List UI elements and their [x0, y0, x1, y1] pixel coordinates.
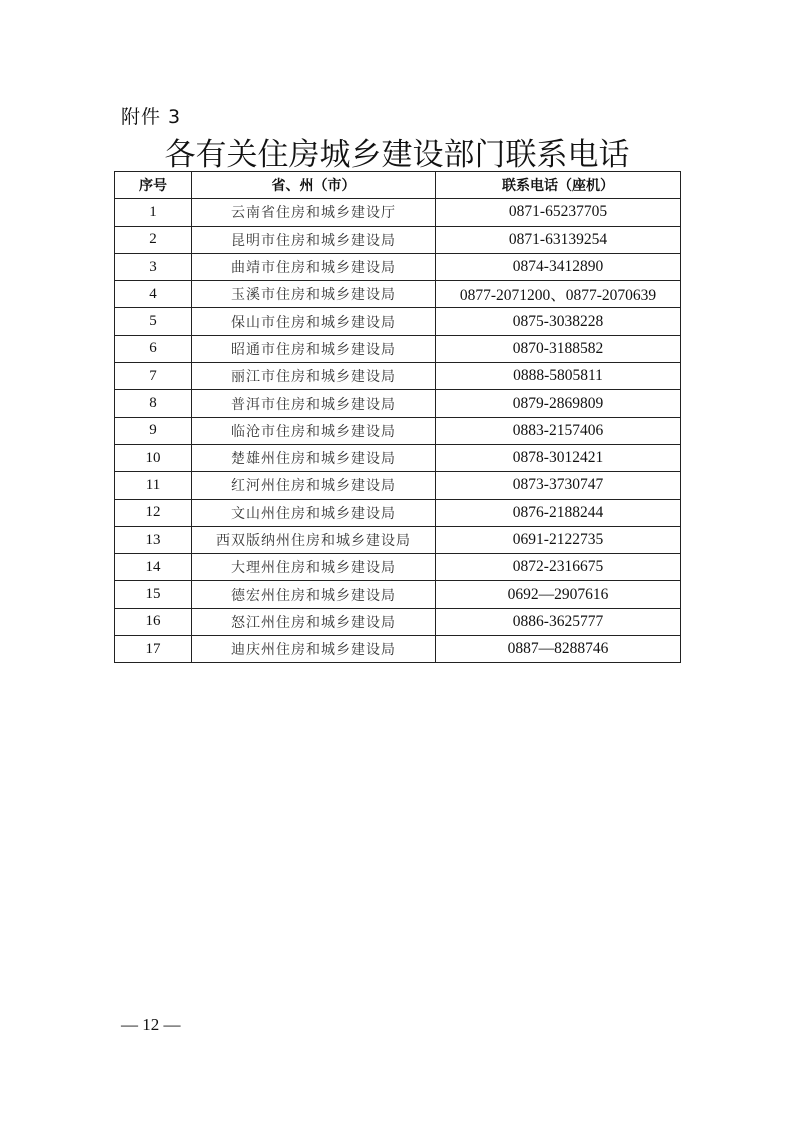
column-header-no: 序号 — [115, 172, 192, 199]
row-number-cell: 17 — [115, 636, 192, 663]
department-cell: 迪庆州住房和城乡建设局 — [192, 636, 436, 663]
department-cell: 怒江州住房和城乡建设局 — [192, 608, 436, 635]
table-row — [115, 253, 681, 280]
phone-cell: 0877-2071200、0877-2070639 — [436, 281, 681, 308]
row-number-cell: 2 — [115, 226, 192, 253]
column-header-phone: 联系电话（座机） — [436, 172, 681, 199]
department-cell: 西双版纳州住房和城乡建设局 — [192, 526, 436, 553]
department-cell: 曲靖市住房和城乡建设局 — [192, 253, 436, 280]
row-number-cell: 13 — [115, 526, 192, 553]
phone-cell: 0887—8288746 — [436, 636, 681, 663]
table-row — [115, 581, 681, 608]
table-body — [115, 199, 681, 663]
department-cell: 普洱市住房和城乡建设局 — [192, 390, 436, 417]
department-cell: 昭通市住房和城乡建设局 — [192, 335, 436, 362]
phone-cell: 0871-65237705 — [436, 199, 681, 226]
row-number-cell: 7 — [115, 363, 192, 390]
table-row — [115, 308, 681, 335]
department-cell: 保山市住房和城乡建设局 — [192, 308, 436, 335]
row-number-cell: 3 — [115, 253, 192, 280]
table-row — [115, 226, 681, 253]
table-row — [115, 608, 681, 635]
department-cell: 丽江市住房和城乡建设局 — [192, 363, 436, 390]
department-cell: 昆明市住房和城乡建设局 — [192, 226, 436, 253]
row-number-cell: 12 — [115, 499, 192, 526]
row-number-cell: 6 — [115, 335, 192, 362]
table-row — [115, 472, 681, 499]
department-cell: 云南省住房和城乡建设厅 — [192, 199, 436, 226]
table-row — [115, 199, 681, 226]
department-cell: 文山州住房和城乡建设局 — [192, 499, 436, 526]
page-title: 各有关住房城乡建设部门联系电话 — [164, 137, 630, 173]
table-row — [115, 363, 681, 390]
phone-cell: 0872-2316675 — [436, 554, 681, 581]
row-number-cell: 5 — [115, 308, 192, 335]
department-cell: 楚雄州住房和城乡建设局 — [192, 444, 436, 471]
table-row — [115, 636, 681, 663]
row-number-cell: 10 — [115, 444, 192, 471]
department-cell: 玉溪市住房和城乡建设局 — [192, 281, 436, 308]
table-row — [115, 444, 681, 471]
department-cell: 红河州住房和城乡建设局 — [192, 472, 436, 499]
department-cell: 临沧市住房和城乡建设局 — [192, 417, 436, 444]
phone-cell: 0873-3730747 — [436, 472, 681, 499]
table-row — [115, 281, 681, 308]
table-row — [115, 554, 681, 581]
table-row — [115, 526, 681, 553]
contacts-table — [114, 171, 681, 663]
row-number-cell: 11 — [115, 472, 192, 499]
phone-cell: 0871-63139254 — [436, 226, 681, 253]
phone-cell: 0870-3188582 — [436, 335, 681, 362]
phone-cell: 0691-2122735 — [436, 526, 681, 553]
table-row — [115, 335, 681, 362]
table-row — [115, 417, 681, 444]
phone-cell: 0875-3038228 — [436, 308, 681, 335]
row-number-cell: 4 — [115, 281, 192, 308]
department-cell: 德宏州住房和城乡建设局 — [192, 581, 436, 608]
table-header-row — [115, 172, 681, 199]
phone-cell: 0878-3012421 — [436, 444, 681, 471]
phone-cell: 0883-2157406 — [436, 417, 681, 444]
row-number-cell: 16 — [115, 608, 192, 635]
phone-cell: 0876-2188244 — [436, 499, 681, 526]
department-cell: 大理州住房和城乡建设局 — [192, 554, 436, 581]
phone-cell: 0879-2869809 — [436, 390, 681, 417]
table-row — [115, 499, 681, 526]
attachment-label: 附件 3 — [121, 106, 182, 128]
row-number-cell: 1 — [115, 199, 192, 226]
phone-cell: 0692—2907616 — [436, 581, 681, 608]
row-number-cell: 9 — [115, 417, 192, 444]
table-row — [115, 390, 681, 417]
column-header-department: 省、州（市） — [192, 172, 436, 199]
row-number-cell: 15 — [115, 581, 192, 608]
row-number-cell: 14 — [115, 554, 192, 581]
page-number: — 12 — — [121, 1015, 181, 1034]
row-number-cell: 8 — [115, 390, 192, 417]
phone-cell: 0888-5805811 — [436, 363, 681, 390]
phone-cell: 0886-3625777 — [436, 608, 681, 635]
phone-cell: 0874-3412890 — [436, 253, 681, 280]
